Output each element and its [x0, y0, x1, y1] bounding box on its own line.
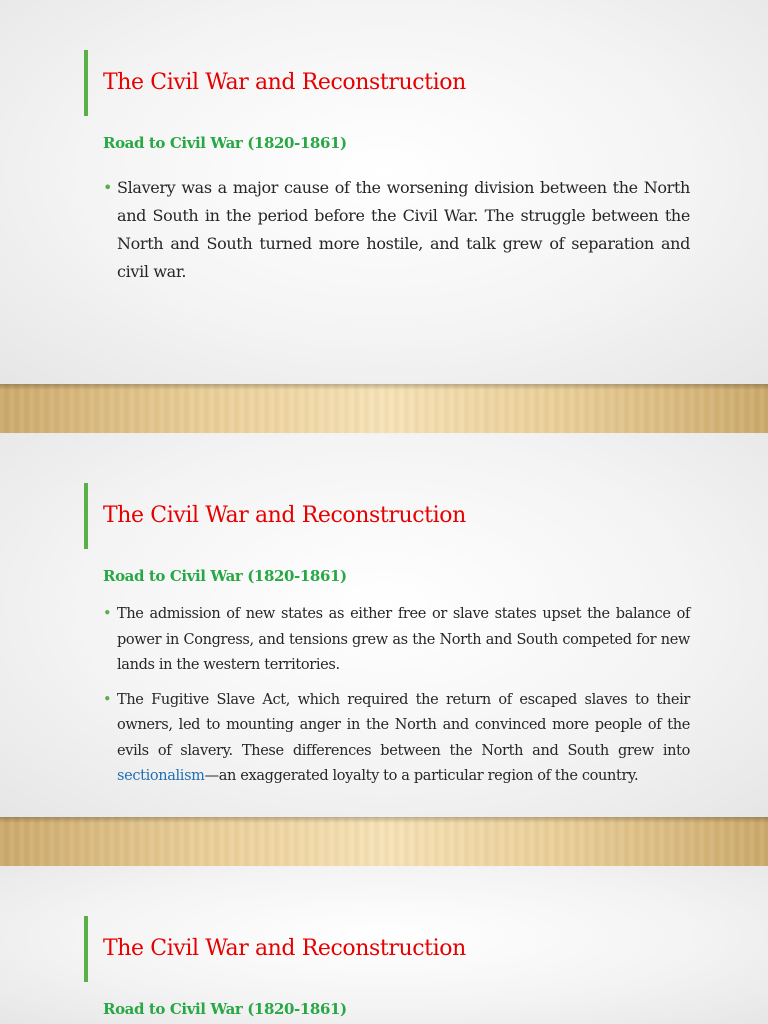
- wood-divider: [0, 384, 768, 433]
- bullet-icon: •: [103, 606, 112, 622]
- slide-subtitle: Road to Civil War (1820-1861): [103, 1000, 347, 1018]
- wood-divider: [0, 817, 768, 866]
- bullet-list: [103, 602, 690, 790]
- slide-1: [0, 0, 768, 384]
- title-accent-bar: [84, 50, 88, 116]
- title-accent-bar: [84, 916, 88, 982]
- slide-subtitle: Road to Civil War (1820-1861): [103, 567, 347, 585]
- bullet-item: [103, 688, 690, 790]
- bullet-text: The admission of new states as either free or slave states upset the balance of power in Congress, and tensions grew as the North and South competed for new lands in the western territories.: [117, 606, 690, 673]
- bullet-icon: •: [103, 691, 112, 708]
- slide-subtitle: Road to Civil War (1820-1861): [103, 134, 347, 152]
- slide-title: The Civil War and Reconstruction: [103, 936, 466, 961]
- bullet-text: Slavery was a major cause of the worsening division between the North and South in the period before the Civil War. The struggle between the North and South turned more hostile, and talk grew of separation and civil war.: [117, 178, 690, 281]
- sectionalism-term-link[interactable]: sectionalism: [117, 768, 205, 784]
- bullet-item: [103, 174, 690, 286]
- title-accent-bar: [84, 483, 88, 549]
- slide-title: The Civil War and Reconstruction: [103, 70, 466, 95]
- slide-3: [0, 866, 768, 1024]
- slide-2: [0, 433, 768, 817]
- bullet-text: The Fugitive Slave Act, which required the return of escaped slaves to their owners, led to mounting anger in the North and convinced more people of the evils of slavery. These differences between the North and South grew into: [117, 691, 690, 759]
- bullet-icon: •: [103, 178, 113, 197]
- slide-title: The Civil War and Reconstruction: [103, 503, 466, 528]
- bullet-list: [103, 174, 690, 286]
- bullet-text-continued: —an exaggerated loyalty to a particular region of the country.: [204, 768, 639, 784]
- bullet-item: [103, 602, 690, 679]
